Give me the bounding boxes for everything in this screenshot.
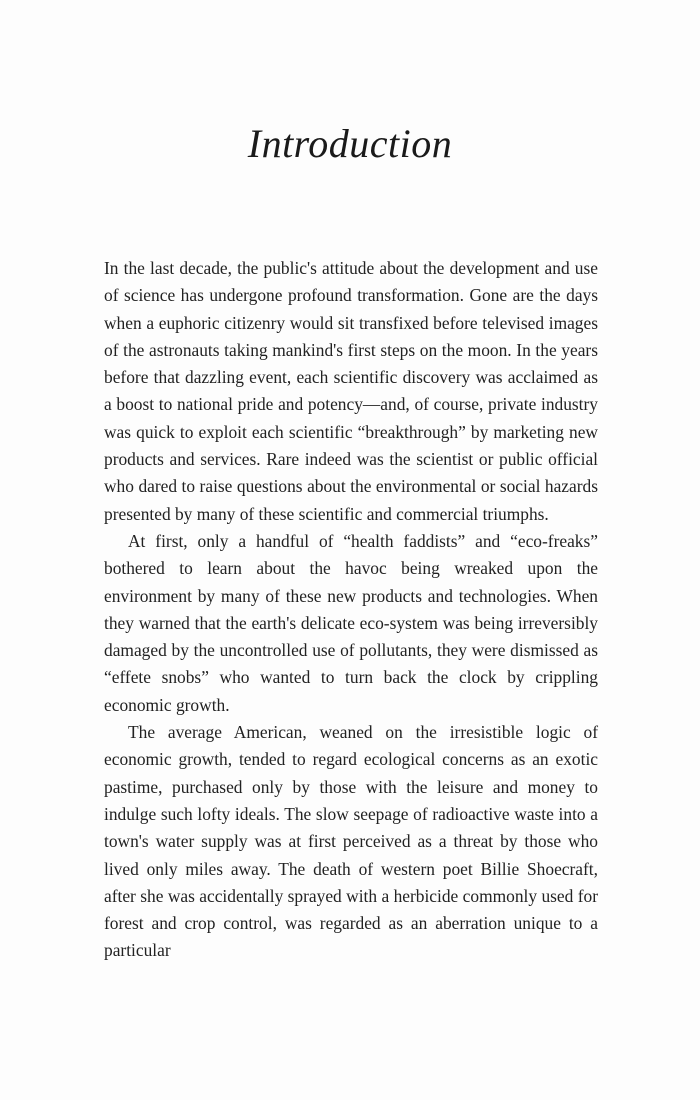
chapter-title: Introduction <box>247 121 453 166</box>
body-text <box>104 255 598 965</box>
paragraph-1: In the last decade, the public's attitude about the development and use of science has undergone profound transformation. Gone are the days when a euphoric citizenry would sit transfixed before televised images of the astronauts taking mankind's first steps on the moon. In the years before that dazzling event, each scientific discovery was acclaimed as a boost to national pride and potency—and, of course, private industry was quick to exploit each scientific “breakthrough” by marketing new products and services. Rare indeed was the scientist or public official who dared to raise questions about the environmental or social hazards presented by many of these scientific and commercial triumphs. <box>104 258 598 524</box>
paragraph-2: At first, only a handful of “health faddists” and “eco-freaks” bothered to learn about the havoc being wreaked upon the environment by many of these new products and technologies. When they warned that the earth's delicate eco-system was being irreversibly damaged by the uncontrolled use of pollutants, they were dismissed as “effete snobs” who wanted to turn back the clock by crippling economic growth. <box>104 530 598 715</box>
paragraph-3: The average American, weaned on the irresistible logic of economic growth, tended to regard ecological concerns as an exotic pastime, purchased only by those with the leisure and money to indulge such lofty ideals. The slow seepage of radioactive waste into a town's water supply was at first perceived as a threat by those who lived only miles away. The death of western poet Billie Shoecraft, after she was accidentally sprayed with a herbicide commonly used for forest and crop control, was regarded as an aberration unique to a particular <box>104 722 598 961</box>
